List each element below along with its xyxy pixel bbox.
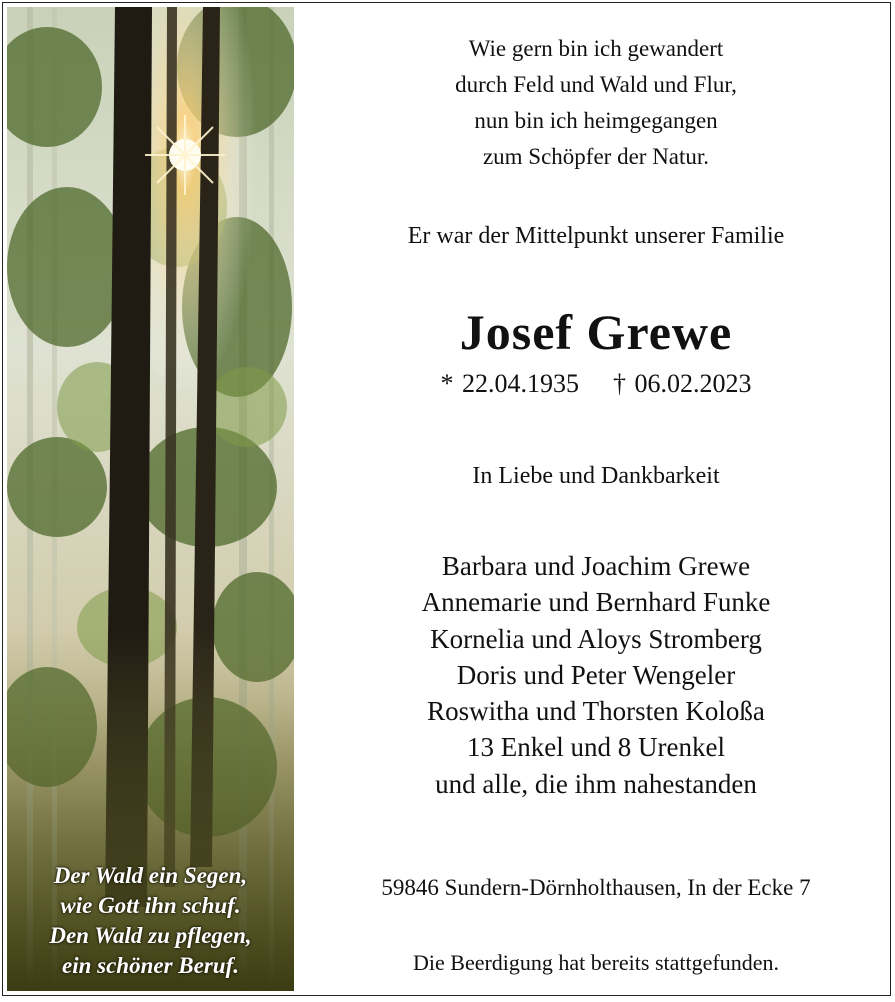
mourner-line: Doris und Peter Wengeler bbox=[456, 659, 736, 690]
mourner-line: 13 Enkel und 8 Urenkel bbox=[467, 732, 725, 763]
photo-poem-line: wie Gott ihn schuf. bbox=[60, 893, 241, 918]
family-address: 59846 Sundern-Dörnholthausen, In der Ecke 7 bbox=[381, 875, 811, 900]
photo-poem-line: Den Wald zu pflegen, bbox=[49, 923, 252, 948]
mourner-line: Roswitha und Thorsten Koloßa bbox=[427, 696, 765, 727]
mourner-line: Annemarie und Bernhard Funke bbox=[421, 587, 771, 618]
poem-line: durch Feld und Wald und Flur, bbox=[455, 72, 737, 97]
life-dates bbox=[303, 369, 889, 399]
photo-poem-line: ein schöner Beruf. bbox=[62, 953, 239, 978]
mourners-list bbox=[303, 548, 889, 802]
funeral-note: Die Beerdigung hat bereits stattgefunden. bbox=[413, 950, 779, 975]
mourner-line: Barbara und Joachim Grewe bbox=[441, 551, 751, 581]
notice-text bbox=[303, 3, 889, 995]
forest-photo bbox=[7, 7, 294, 991]
mourner-line: Kornelia und Aloys Stromberg bbox=[430, 623, 762, 654]
photo-poem-line: Der Wald ein Segen, bbox=[53, 863, 248, 888]
mourner-line: und alle, die ihm nahestanden bbox=[435, 768, 757, 799]
gratitude-line: In Liebe und Dankbarkeit bbox=[472, 463, 720, 489]
poem-line: Wie gern bin ich gewandert bbox=[468, 36, 724, 61]
poem-line: nun bin ich heimgegangen bbox=[474, 108, 718, 133]
deceased-name: Josef Grewe bbox=[459, 304, 733, 360]
obituary-notice bbox=[2, 2, 891, 996]
birth-date: * 22.04.1935 bbox=[440, 369, 579, 398]
forest-sun-image bbox=[7, 7, 294, 991]
photo-poem bbox=[7, 861, 294, 981]
opening-poem bbox=[303, 31, 889, 175]
poem-line: zum Schöpfer der Natur. bbox=[482, 144, 710, 169]
death-date: † 06.02.2023 bbox=[613, 369, 752, 398]
tagline: Er war der Mittelpunkt unserer Familie bbox=[407, 223, 785, 249]
